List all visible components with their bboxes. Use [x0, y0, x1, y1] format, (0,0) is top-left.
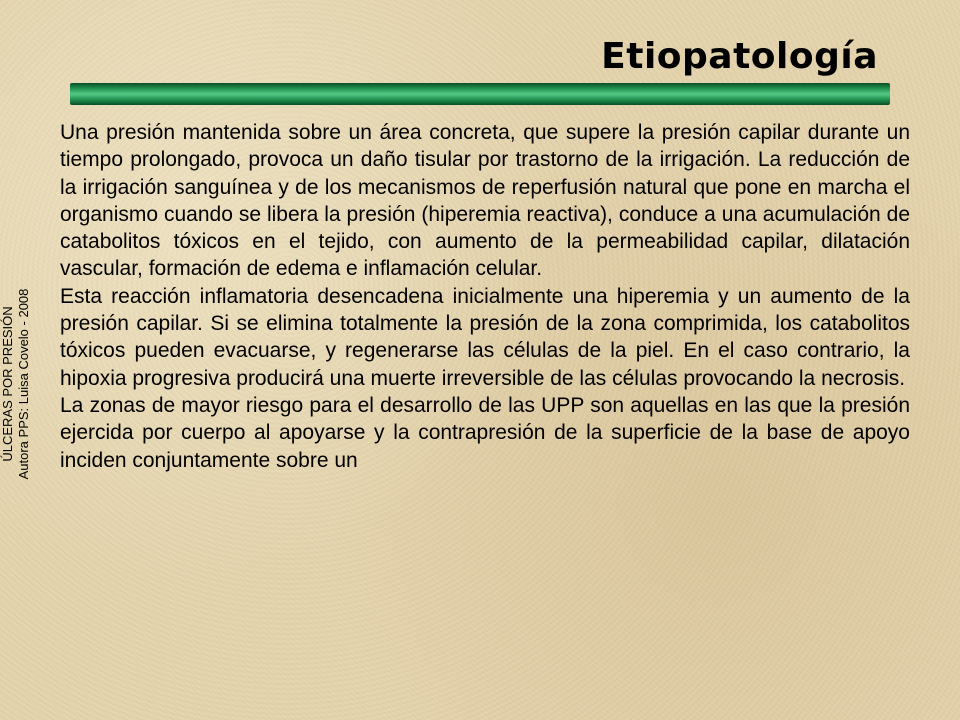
slide-body-text: [60, 119, 910, 474]
paragraph: La zonas de mayor riesgo para el desarrollo de las UPP son aquellas en las que la presión ejercida por cuerpo al apoyarse y la contrapresión de la superficie de la base de apoyo inciden conjuntamente sobre un: [60, 393, 910, 472]
side-label: [0, 184, 40, 584]
paragraph: Esta reacción inflamatoria desencadena inicialmente una hiperemia y un aumento de la presión capilar. Si se elimina totalmente la presión de la zona comprimida, los catabolitos tóxicos pueden evacuarse, y regenerarse las células de la piel. En el caso contrario, la hipoxia progresiva producirá una muerte irreversible de las células provocando la necrosis.: [60, 284, 910, 390]
side-label-topic: ÚLCERAS POR PRESIÓN: [0, 306, 15, 462]
paragraph: Una presión mantenida sobre un área concreta, que supere la presión capilar durante un tiempo prolongado, provoca un daño tisular por trastorno de la irrigación. La reducción de la irrigación sanguínea y de los mecanismos de reperfusión natural que pone en marcha el organismo cuando se libera la presión (hiperemia reactiva), conduce a una acumulación de catabolitos tóxicos en el tejido, con aumento de la permeabilidad capilar, dilatación vascular, formación de edema e inflamación celular.: [60, 121, 910, 281]
slide-title: Etiopatología: [601, 36, 878, 77]
side-label-author: Autora PPS: Luisa Covelo - 2008: [16, 288, 31, 480]
title-underline-bar: [70, 83, 890, 105]
